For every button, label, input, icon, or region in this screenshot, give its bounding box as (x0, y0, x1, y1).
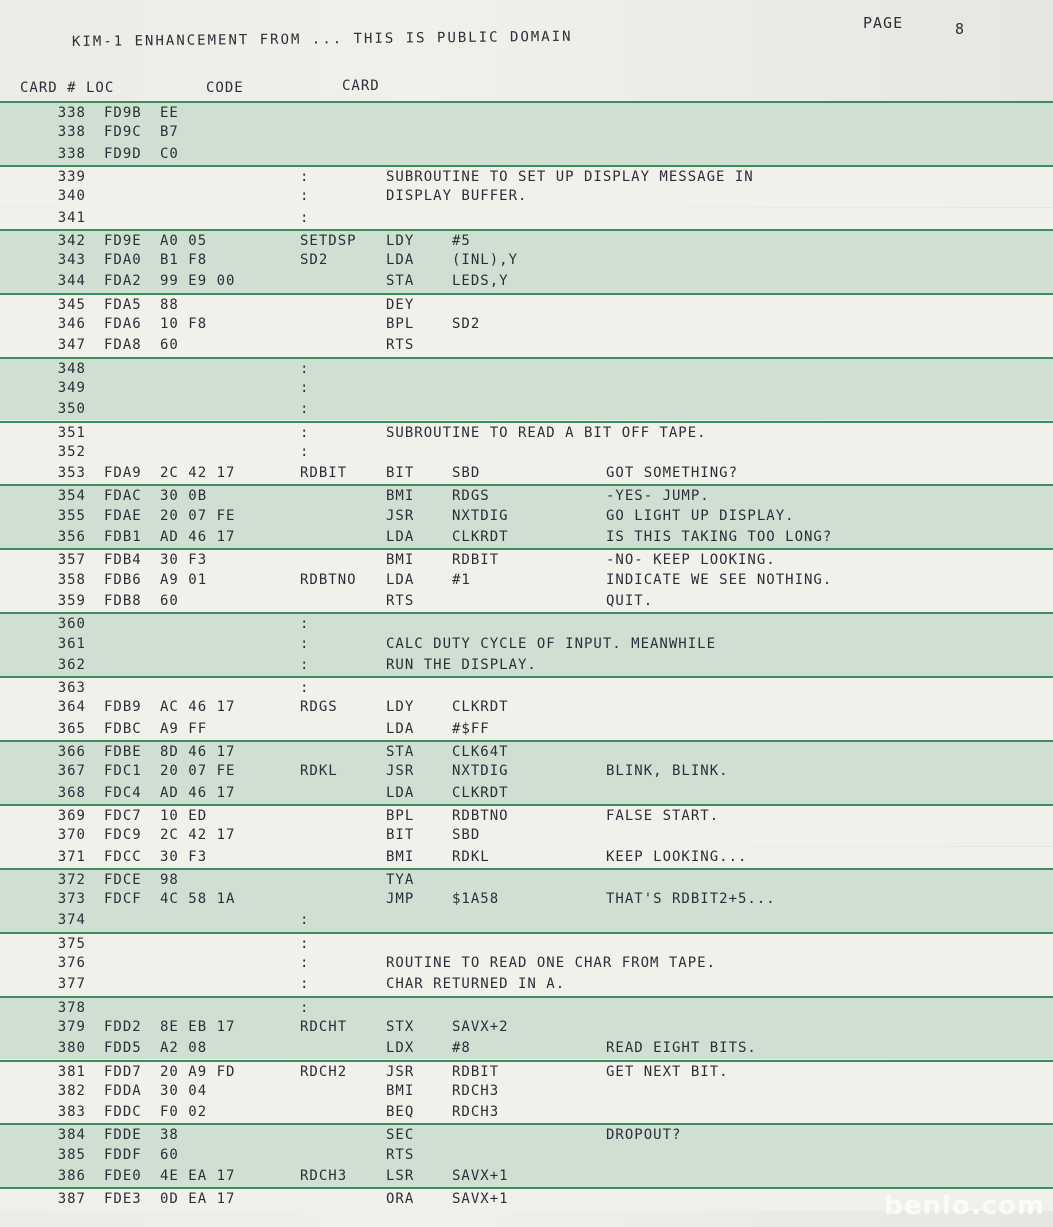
object-code: 2C 42 17 (160, 465, 236, 482)
listing-row (0, 271, 1053, 292)
location: FDE0 (104, 1168, 142, 1184)
card-number: 371 (57, 848, 86, 865)
opcode: BPL (386, 316, 415, 332)
comment: INDICATE WE SEE NOTHING. (606, 571, 833, 588)
card-number: 350 (57, 401, 86, 418)
object-code: A2 08 (160, 1040, 208, 1057)
opcode: BMI (386, 552, 415, 569)
label: : (300, 424, 310, 441)
listing-row (0, 676, 1053, 699)
listing-row (0, 186, 1053, 207)
label: SETDSP (300, 232, 357, 249)
card-number: 368 (57, 784, 86, 801)
label: RDBTNO (300, 571, 357, 588)
card-number: 360 (57, 616, 86, 633)
card-number: 342 (57, 232, 86, 249)
operand: SD2 (452, 316, 481, 332)
listing-row (0, 314, 1053, 335)
location: FDBE (104, 744, 142, 760)
label: : (300, 401, 310, 418)
location: FDA9 (104, 465, 142, 482)
column-headers (20, 80, 1053, 102)
card-number: 352 (57, 443, 86, 460)
label: : (300, 616, 310, 633)
location: FDA0 (104, 252, 142, 269)
header-card: CARD (342, 78, 380, 94)
object-code: 30 0B (160, 488, 208, 505)
comment: QUIT. (606, 592, 654, 609)
listing-row (0, 697, 1053, 718)
card-number: 381 (57, 1063, 86, 1080)
card-number: 338 (57, 145, 86, 162)
object-code: 0D EA 17 (160, 1191, 236, 1208)
opcode: BIT (386, 465, 415, 482)
location: FDE3 (104, 1191, 142, 1208)
location: FDA8 (104, 337, 142, 354)
listing-row (0, 570, 1053, 591)
card-number: 364 (57, 699, 86, 716)
object-code: 60 (160, 1146, 179, 1163)
label: RDCH3 (300, 1168, 348, 1184)
opcode: LDA (386, 720, 415, 737)
object-code: 8D 46 17 (160, 744, 236, 760)
location: FD9C (104, 124, 142, 141)
operand: SAVX+2 (452, 1018, 509, 1035)
label: : (300, 656, 310, 673)
operand: RDBIT (452, 552, 500, 569)
location: FDB9 (104, 699, 142, 716)
label: : (300, 188, 310, 205)
object-code: 20 07 FE (160, 507, 236, 524)
location: FDA5 (104, 296, 142, 313)
watermark: benlo.com (884, 1191, 1045, 1221)
comment: DROPOUT? (606, 1127, 682, 1144)
operand: SBD (452, 465, 481, 482)
card-number: 347 (57, 337, 86, 354)
opcode: RTS (386, 1146, 415, 1163)
card-number: 341 (57, 209, 86, 226)
opcode: SUBROUTINE TO SET UP DISPLAY MESSAGE IN (386, 168, 754, 185)
operand: RDCH3 (452, 1082, 500, 1099)
operand: LEDS,Y (452, 273, 509, 290)
operand: NXTDIG (452, 763, 509, 780)
opcode: CALC DUTY CYCLE OF INPUT. MEANWHILE (386, 635, 717, 652)
object-code: 38 (160, 1127, 179, 1144)
opcode: RTS (386, 592, 415, 609)
label: : (300, 379, 310, 396)
opcode: SEC (386, 1127, 415, 1144)
card-number: 338 (57, 124, 86, 141)
listing-row (0, 506, 1053, 527)
card-number: 376 (57, 955, 86, 971)
operand: CLKRDT (452, 699, 509, 716)
opcode: BEQ (386, 1104, 415, 1121)
listing-row (0, 144, 1053, 165)
location: FDC9 (104, 827, 142, 844)
page-label: PAGE (863, 14, 904, 32)
listing-row (0, 761, 1053, 782)
listing-row (0, 825, 1053, 846)
object-code: 10 F8 (160, 316, 208, 332)
object-code: 99 E9 00 (160, 273, 236, 290)
opcode: LSR (386, 1168, 415, 1184)
object-code: B1 F8 (160, 252, 208, 269)
opcode: BMI (386, 848, 415, 865)
opcode: LDY (386, 699, 415, 716)
location: FDCE (104, 871, 142, 888)
operand: CLKRDT (452, 529, 509, 545)
comment: IS THIS TAKING TOO LONG? (606, 529, 833, 545)
label: : (300, 360, 310, 377)
operand: #5 (452, 232, 471, 249)
label: : (300, 209, 310, 226)
opcode: STA (386, 273, 415, 290)
listing-row (0, 847, 1053, 868)
location: FDDF (104, 1146, 142, 1163)
listing-row (0, 974, 1053, 995)
listing-row (0, 740, 1053, 763)
listing-row (0, 1145, 1053, 1166)
location: FDB6 (104, 571, 142, 588)
listing-row (0, 378, 1053, 399)
header-code: CODE (206, 80, 244, 96)
object-code: AC 46 17 (160, 699, 236, 716)
card-number: 362 (57, 656, 86, 673)
listing-row (0, 122, 1053, 143)
card-number: 357 (57, 552, 86, 569)
object-code: 98 (160, 871, 179, 888)
listing-row (0, 996, 1053, 1019)
opcode: DISPLAY BUFFER. (386, 188, 528, 205)
card-number: 355 (57, 507, 86, 524)
location: FDD2 (104, 1018, 142, 1035)
operand: RDCH3 (452, 1104, 500, 1121)
location: FDC7 (104, 807, 142, 824)
card-number: 374 (57, 912, 86, 929)
object-code: 30 F3 (160, 848, 208, 865)
card-number: 354 (57, 488, 86, 505)
listing-row (0, 165, 1053, 188)
label: RDBIT (300, 465, 348, 482)
opcode: RTS (386, 337, 415, 354)
card-number: 346 (57, 316, 86, 332)
card-number: 367 (57, 763, 86, 780)
comment: GOT SOMETHING? (606, 465, 739, 482)
card-number: 370 (57, 827, 86, 844)
header-card-loc: CARD # LOC (20, 80, 115, 96)
location: FDAE (104, 507, 142, 524)
card-number: 387 (57, 1191, 86, 1208)
label: RDCH2 (300, 1063, 348, 1080)
card-number: 358 (57, 571, 86, 588)
location: FD9E (104, 232, 142, 249)
object-code: 8E EB 17 (160, 1018, 236, 1035)
opcode: ORA (386, 1191, 415, 1208)
listing-row (0, 1060, 1053, 1083)
object-code: 2C 42 17 (160, 827, 236, 844)
object-code: C0 (160, 145, 179, 162)
card-number: 348 (57, 360, 86, 377)
location: FDB4 (104, 552, 142, 569)
object-code: 30 F3 (160, 552, 208, 569)
listing-row (0, 1038, 1053, 1059)
label: : (300, 912, 310, 929)
listing-row (0, 548, 1053, 571)
listing-row (0, 655, 1053, 676)
label: : (300, 999, 310, 1016)
object-code: AD 46 17 (160, 529, 236, 545)
listing-row (0, 1102, 1053, 1123)
object-code: 60 (160, 592, 179, 609)
card-number: 380 (57, 1040, 86, 1057)
object-code: AD 46 17 (160, 784, 236, 801)
listing-row (0, 250, 1053, 271)
listing-row (0, 463, 1053, 484)
listing-row (0, 442, 1053, 463)
location: FD9D (104, 145, 142, 162)
comment: -NO- KEEP LOOKING. (606, 552, 776, 569)
operand: SAVX+1 (452, 1191, 509, 1208)
location: FDA6 (104, 316, 142, 332)
listing-row (0, 932, 1053, 955)
opcode: SUBROUTINE TO READ A BIT OFF TAPE. (386, 424, 707, 441)
label: : (300, 168, 310, 185)
listing-row (0, 1166, 1053, 1187)
opcode: JMP (386, 891, 415, 908)
card-number: 369 (57, 807, 86, 824)
object-code: A9 01 (160, 571, 208, 588)
card-number: 375 (57, 935, 86, 952)
card-number: 349 (57, 379, 86, 396)
listing-row (0, 229, 1053, 252)
card-number: 383 (57, 1104, 86, 1121)
operand: RDGS (452, 488, 490, 505)
object-code: EE (160, 105, 179, 121)
listing-row (0, 421, 1053, 444)
card-number: 373 (57, 891, 86, 908)
card-number: 386 (57, 1168, 86, 1184)
location: FDB1 (104, 529, 142, 545)
card-number: 359 (57, 592, 86, 609)
label: SD2 (300, 252, 329, 269)
opcode: LDA (386, 529, 415, 545)
listing-row (0, 357, 1053, 380)
location: FDA2 (104, 273, 142, 290)
opcode: DEY (386, 296, 415, 313)
operand: CLKRDT (452, 784, 509, 801)
opcode: RUN THE DISPLAY. (386, 656, 537, 673)
listing-row (0, 612, 1053, 635)
listing-row (0, 591, 1053, 612)
object-code: 10 ED (160, 807, 208, 824)
listing-row (0, 634, 1053, 655)
object-code: 60 (160, 337, 179, 354)
location: FDCF (104, 891, 142, 908)
listing-row (0, 889, 1053, 910)
card-number: 344 (57, 273, 86, 290)
object-code: 20 07 FE (160, 763, 236, 780)
operand: #8 (452, 1040, 471, 1057)
label: : (300, 935, 310, 952)
card-number: 339 (57, 168, 86, 185)
location: FDC1 (104, 763, 142, 780)
card-number: 379 (57, 1018, 86, 1035)
operand: $1A58 (452, 891, 500, 908)
card-number: 353 (57, 465, 86, 482)
listing-row (0, 335, 1053, 356)
listing-row (0, 527, 1053, 548)
comment: GET NEXT BIT. (606, 1063, 729, 1080)
card-number: 385 (57, 1146, 86, 1163)
opcode: LDA (386, 784, 415, 801)
card-number: 382 (57, 1082, 86, 1099)
card-number: 365 (57, 720, 86, 737)
location: FDBC (104, 720, 142, 737)
operand: (INL),Y (452, 252, 519, 269)
comment: BLINK, BLINK. (606, 763, 729, 780)
object-code: A9 FF (160, 720, 208, 737)
listing-row (0, 484, 1053, 507)
location: FDDE (104, 1127, 142, 1144)
location: FDB8 (104, 592, 142, 609)
object-code: 88 (160, 296, 179, 313)
card-number: 378 (57, 999, 86, 1016)
object-code: 20 A9 FD (160, 1063, 236, 1080)
listing-row (0, 910, 1053, 931)
location: FDAC (104, 488, 142, 505)
comment: GO LIGHT UP DISPLAY. (606, 507, 795, 524)
operand: RDBIT (452, 1063, 500, 1080)
label: : (300, 635, 310, 652)
listing-row (0, 804, 1053, 827)
label: : (300, 976, 310, 993)
opcode: TYA (386, 871, 415, 888)
listing-row (0, 293, 1053, 316)
card-number: 343 (57, 252, 86, 269)
label: RDKL (300, 763, 338, 780)
comment: -YES- JUMP. (606, 488, 710, 505)
listing-row (0, 719, 1053, 740)
document-title: KIM-1 ENHANCEMENT FROM ... THIS IS PUBLIC DOMAIN (71, 28, 573, 50)
listing-row (0, 399, 1053, 420)
object-code: A0 05 (160, 232, 208, 249)
card-number: 356 (57, 529, 86, 545)
object-code: 4E EA 17 (160, 1168, 236, 1184)
opcode: LDA (386, 571, 415, 588)
opcode: JSR (386, 763, 415, 780)
opcode: LDA (386, 252, 415, 269)
opcode: BPL (386, 807, 415, 824)
operand: #1 (452, 571, 471, 588)
listing-row (0, 101, 1053, 124)
operand: CLK64T (452, 744, 509, 760)
opcode: ROUTINE TO READ ONE CHAR FROM TAPE. (386, 955, 717, 971)
operand: SBD (452, 827, 481, 844)
label: : (300, 443, 310, 460)
card-number: 340 (57, 188, 86, 205)
location: FDC4 (104, 784, 142, 801)
listing-row (0, 208, 1053, 229)
card-number: 345 (57, 296, 86, 313)
location: FDD7 (104, 1063, 142, 1080)
card-number: 372 (57, 871, 86, 888)
operand: RDKL (452, 848, 490, 865)
location: FDDA (104, 1082, 142, 1099)
object-code: 30 04 (160, 1082, 208, 1099)
label: : (300, 680, 310, 697)
opcode: BMI (386, 488, 415, 505)
comment: READ EIGHT BITS. (606, 1040, 757, 1057)
object-code: B7 (160, 124, 179, 141)
opcode: LDX (386, 1040, 415, 1057)
object-code: F0 02 (160, 1104, 208, 1121)
operand: #$FF (452, 720, 490, 737)
opcode: JSR (386, 1063, 415, 1080)
card-number: 384 (57, 1127, 86, 1144)
opcode: BMI (386, 1082, 415, 1099)
opcode: STA (386, 744, 415, 760)
opcode: STX (386, 1018, 415, 1035)
operand: NXTDIG (452, 507, 509, 524)
comment: FALSE START. (606, 807, 720, 824)
location: FDCC (104, 848, 142, 865)
card-number: 377 (57, 976, 86, 993)
label: : (300, 955, 310, 971)
location: FDDC (104, 1104, 142, 1121)
location: FDD5 (104, 1040, 142, 1057)
comment: THAT'S RDBIT2+5... (606, 891, 776, 908)
listing-row (0, 1081, 1053, 1102)
label: RDCHT (300, 1018, 348, 1035)
card-number: 363 (57, 680, 86, 697)
operand: SAVX+1 (452, 1168, 509, 1184)
card-number: 338 (57, 105, 86, 121)
listing-row (0, 783, 1053, 804)
card-number: 366 (57, 744, 86, 760)
location: FD9B (104, 105, 142, 121)
opcode: BIT (386, 827, 415, 844)
opcode: LDY (386, 232, 415, 249)
listing-row (0, 1123, 1053, 1146)
comment: KEEP LOOKING... (606, 848, 748, 865)
listing-row (0, 953, 1053, 974)
page-number: 8 (955, 20, 965, 38)
card-number: 361 (57, 635, 86, 652)
label: RDGS (300, 699, 338, 716)
card-number: 351 (57, 424, 86, 441)
listing-row (0, 868, 1053, 891)
opcode: JSR (386, 507, 415, 524)
operand: RDBTNO (452, 807, 509, 824)
listing-row (0, 1017, 1053, 1038)
opcode: CHAR RETURNED IN A. (386, 976, 566, 993)
object-code: 4C 58 1A (160, 891, 236, 908)
